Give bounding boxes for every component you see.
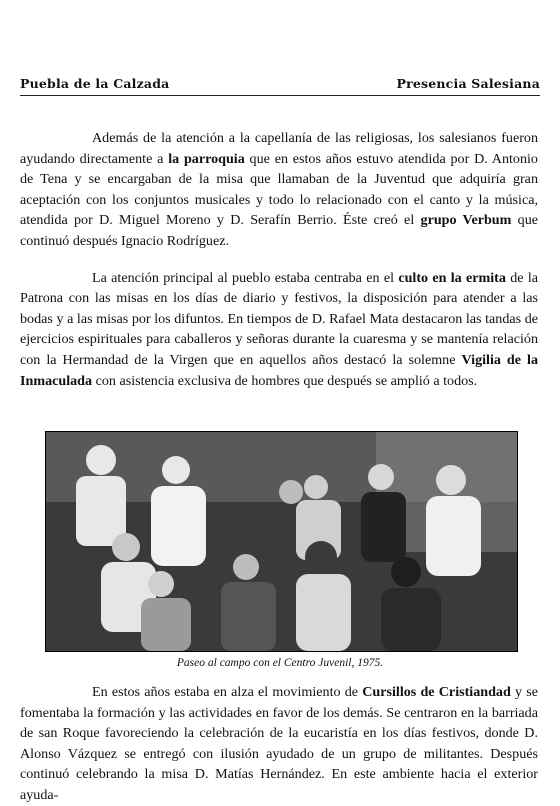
group-photo [45, 431, 518, 652]
running-header [20, 76, 540, 91]
text-run: En estos años estaba en alza el movimiento de [92, 684, 363, 700]
text-run: de la Patrona con las misas en los días de diario y festivos, la disposición para atender a las bodas y a las misas por los difuntos. En tiempos de D. Rafael Mata destacaron las tandas de ejercicios espirituales para caballeros y señoras durante la cuaresma y se mantenía relación con la Hermandad de la Virgen que en aquellos años destacó la solemne [20, 269, 538, 368]
paragraph-1 [20, 128, 538, 252]
bold-phrase: culto en la ermita [398, 269, 506, 286]
header-left: Puebla de la Calzada [20, 76, 170, 91]
bold-phrase: grupo Verbum [420, 212, 512, 229]
body-text-bottom [20, 682, 538, 806]
body-text-top [20, 128, 538, 391]
photo-caption: Paseo al campo con el Centro Juvenil, 1975. [176, 657, 384, 669]
text-run: Además de la atención a la capellanía de las religiosas, los salesianos fueron ayudando directamente a [20, 130, 538, 167]
text-run: que en estos años estuvo atendida por D. Antonio de Tena y se encargaban de la misa que llamaban de la Juventud que adquiría gran aceptación con los conjuntos musicales y todo lo relacionado con el canto y la música, atendida por D. Miguel Moreno y D. Serafín Berrio. Éste creó el [20, 150, 538, 229]
header-rule [20, 95, 540, 96]
group-photo-illustration [46, 432, 517, 651]
bold-phrase: Cursillos de Cristiandad [362, 684, 511, 700]
paragraph-3 [20, 682, 538, 806]
bold-phrase: la parroquia [168, 150, 245, 167]
text-run: y se fomentaba la formación y las actividades en favor de los demás. Se centraron en la barriada de san Roque favoreciendo la celebración de la eucaristía en los días festivos, donde D. Alonso Vázquez se entregó con ilusión ayudado de un grupo de militantes. Después continuó celebrando la misa D. Matías Hernández. En este ambiente hacia el exterior ayuda- [20, 684, 538, 803]
header-right: Presencia Salesiana [396, 76, 540, 91]
text-run: La atención principal al pueblo estaba centraba en el [92, 269, 399, 286]
text-run: con asistencia exclusiva de hombres que después se amplió a todos. [92, 372, 478, 389]
text-run: que continuó después Ignacio Rodríguez. [20, 212, 538, 249]
bold-phrase: Vigilia de la Inmaculada [20, 351, 538, 389]
paragraph-2 [20, 268, 538, 392]
